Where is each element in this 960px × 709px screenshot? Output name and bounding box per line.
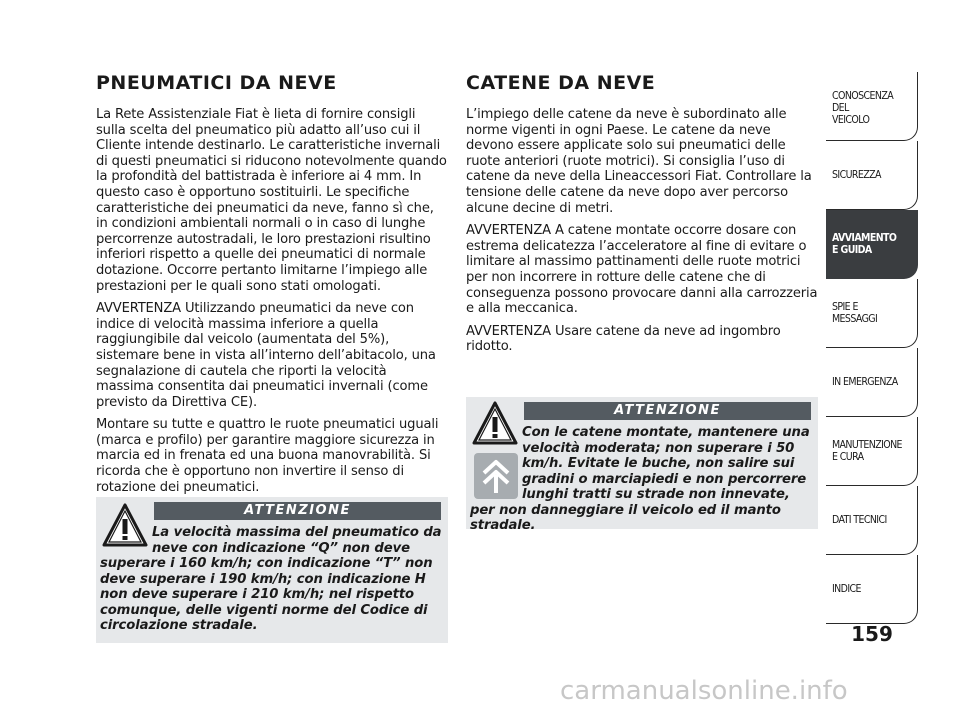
paragraph: AVVERTENZA Utilizzando pneumatici da neve con indice di velocità massima inferiore a quella raggiungibile dal veicolo (aumentata del 5%), sistemare bene in vista all’interno dell’abitacolo, una segnalazione di cautela che riporti la velocità massima consentita dai pneumatici invernali (come previsto da Direttiva CE). [96,301,436,410]
tab-label: CONOSCENZA DEL VEICOLO [832,90,894,126]
watermark: carmanualsonline.info [560,676,848,706]
paragraph: AVVERTENZA A catene montate occorre dosare con estrema delicatezza l’acceleratore al fine di evitare o limitare al massimo pattinamenti delle ruote motrici per non incorrere in rotture delle catene che di conseguenza possono provocare danni alla carrozzeria e alla meccanica. [466,223,818,317]
warning-text: Con le catene montate, mantenere una velocità moderata; non superare i 50 km/h. Evitate le buche, non salire sui gradini o marciapiedi e non percorrere lunghi tratti su strade non innevate, per non danneggiare il veicolo ed il manto stradale. [470,425,810,533]
right-column [466,72,818,362]
left-column [96,72,448,502]
tab-label: MANUTENZIONE E CURA [832,439,902,463]
chapter-tabs [826,72,918,624]
paragraph: La Rete Assistenziale Fiat è lieta di fornire consigli sulla scelta del pneumatico più adatto all’uso cui il Cliente intende destinarlo. Le caratteristiche invernali di questi pneumatici si riducono notevolmente quando la profondità del battistrada è inferiore ai 4 mm. In questo caso è opportuno sostituirli. Le specifiche caratteristiche dei pneumatici da neve, fanno sì che, in condizioni ambientali normali o in caso di lunghe percorrenze autostradali, le loro prestazioni risultino inferiori rispetto a quelle dei pneumatici di normale dotazione. Occorre pertanto limitarne l’impiego alle prestazioni per le quali sono stati omologati. [96,107,447,294]
tab-label: SPIE E MESSAGGI [832,301,878,325]
tab-in-emergenza[interactable] [826,348,918,417]
tab-spie-messaggi[interactable] [826,279,918,348]
warning-text: La velocità massima del pneumatico da neve con indicazione “Q” non deve superare i 160 km/h; con indicazione “T” non deve superare i 190 km/h; con indicazione H non deve superare i 210 km/h; nel rispetto comunque, delle vigenti norme del Codice di circolazione stradale. [100,525,442,633]
warning-box-snow-tyres [96,497,448,643]
tab-sicurezza[interactable] [826,141,918,210]
warning-text-wrap [100,525,445,634]
tab-avviamento-guida[interactable] [826,210,918,279]
warning-label: ATTENZIONE [154,502,441,520]
tab-label: INDICE [832,583,861,595]
warning-text-wrap [470,425,816,534]
page-number: 159 [851,622,893,646]
warning-label: ATTENZIONE [524,402,811,420]
section-title-snow-tyres: PNEUMATICI DA NEVE [96,72,337,94]
tab-label: AVVIAMENTO E GUIDA [832,232,897,256]
tab-label: SICUREZZA [832,169,881,181]
warning-box-snow-chains [466,397,818,533]
tab-conoscenza-veicolo[interactable] [826,72,918,141]
paragraph: AVVERTENZA Usare catene da neve ad ingombro ridotto. [466,323,781,355]
tab-indice[interactable] [826,555,918,624]
tab-label: DATI TECNICI [832,514,887,526]
tab-manutenzione-cura[interactable] [826,417,918,486]
paragraph: L’impiego delle catene da neve è subordinato alle norme vigenti in ogni Paese. Le catene da neve devono essere applicate solo sui pneumatici delle ruote anteriori (ruote motrici). Si consiglia l’uso di catene da neve della Lineaccessori Fiat. Controllare la tensione delle catene da neve dopo aver percorso alcune decine di metri. [466,107,812,216]
tab-label: IN EMERGENZA [832,376,898,388]
paragraph: Montare su tutte e quattro le ruote pneumatici uguali (marca e profilo) per garantire maggiore sicurezza in marcia ed in frenata ed una buona manovrabilità. Si ricorda che è opportuno non invertire il senso di rotazione dei pneumatici. [96,417,439,495]
section-title-snow-chains: CATENE DA NEVE [466,72,656,94]
tab-dati-tecnici[interactable] [826,486,918,555]
